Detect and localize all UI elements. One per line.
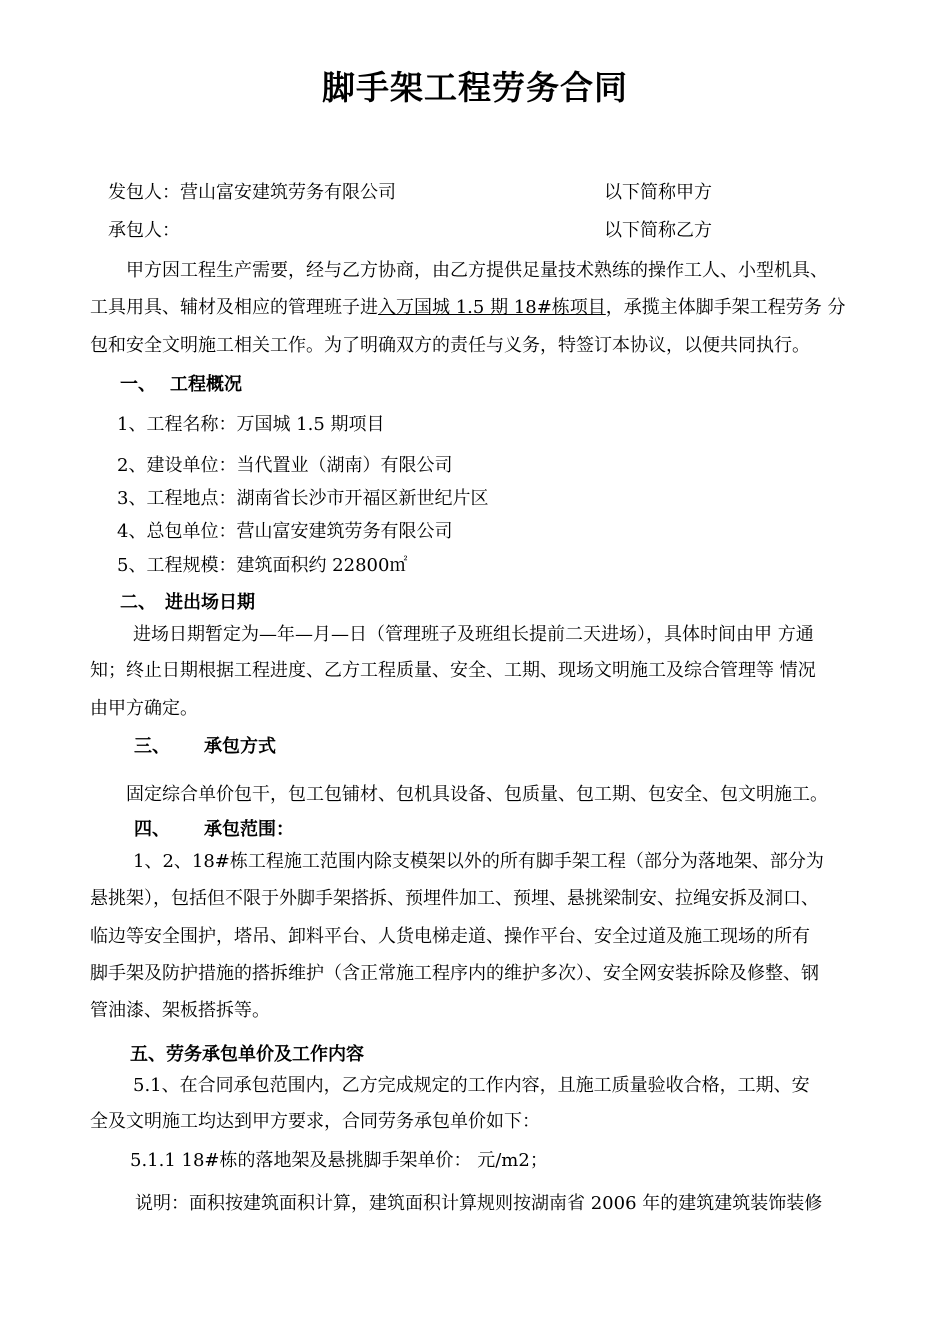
contractor-label: 承包人： bbox=[108, 220, 180, 241]
intro-line-2-a: 工具用具、辅材及相应的管理班子进 bbox=[90, 297, 378, 318]
issuer-alias: 以下简称甲方 bbox=[604, 182, 712, 203]
section-5-line-1: 5.1、在合同承包范围内，乙方完成规定的工作内容，且施工质量验收合格，工期、安 bbox=[133, 1075, 810, 1096]
owner-item: 2、建设单位：当代置业（湖南）有限公司 bbox=[117, 455, 453, 476]
section-4-line-2: 悬挑架），包括但不限于外脚手架搭拆、预埋件加工、预埋、悬挑梁制安、拉绳安拆及洞口、 bbox=[90, 888, 819, 909]
issuer-name: 营山富安建筑劳务有限公司 bbox=[180, 182, 396, 203]
section-4-number: 四、 bbox=[134, 819, 170, 840]
general-contractor-item: 4、总包单位：营山富安建筑劳务有限公司 bbox=[117, 521, 453, 542]
intro-line-3: 包和安全文明施工相关工作。为了明确双方的责任与义务，特签订本协议，以便共同执行。 bbox=[90, 335, 810, 356]
section-2-line-3: 由甲方确定。 bbox=[90, 698, 198, 719]
section-4-line-3: 临边等安全围护，塔吊、卸料平台、人货电梯走道、操作平台、安全过道及施工现场的所有 bbox=[90, 926, 810, 947]
section-1-number: 一、 bbox=[120, 374, 156, 395]
section-2-heading: 进出场日期 bbox=[165, 592, 255, 613]
section-2-line-1: 进场日期暂定为—年—月—日（管理班子及班组长提前二天进场），具体时间由甲 方通 bbox=[133, 624, 814, 645]
section-5-line-2: 全及文明施工均达到甲方要求，合同劳务承包单价如下： bbox=[90, 1111, 540, 1132]
project-name-underlined: 入万国城 1.5 期 18#栋项目 bbox=[378, 297, 606, 318]
intro-line-2 bbox=[90, 296, 846, 320]
section-1-heading: 工程概况 bbox=[170, 374, 242, 395]
section-4-line-5: 管油漆、架板搭拆等。 bbox=[90, 1000, 270, 1021]
section-3-heading: 承包方式 bbox=[204, 736, 276, 757]
section-5-heading: 五、劳务承包单价及工作内容 bbox=[130, 1044, 364, 1065]
section-4-line-4: 脚手架及防护措施的搭拆维护（含正常施工程序内的维护多次）、安全网安装拆除及修整、钢 bbox=[90, 963, 819, 984]
issuer-label: 发包人： bbox=[108, 182, 180, 203]
section-4-line-1: 1、2、18#栋工程施工范围内除支模架以外的所有脚手架工程（部分为落地架、部分为 bbox=[133, 851, 824, 872]
intro-line-1: 甲方因工程生产需要，经与乙方协商，由乙方提供足量技术熟练的操作工人、小型机具、 bbox=[126, 260, 828, 281]
document-title: 脚手架工程劳务合同 bbox=[322, 68, 628, 107]
section-4-heading: 承包范围： bbox=[204, 819, 294, 840]
unit-price-line: 5.1.1 18#栋的落地架及悬挑脚手架单价： 元/m2； bbox=[130, 1150, 548, 1171]
section-3-number: 三、 bbox=[134, 736, 170, 757]
scale-item: 5、工程规模：建筑面积约 22800㎡ bbox=[117, 555, 408, 576]
section-3-line-1: 固定综合单价包干，包工包铺材、包机具设备、包质量、包工期、包安全、包文明施工。 bbox=[126, 784, 828, 805]
contractor-alias: 以下简称乙方 bbox=[604, 220, 712, 241]
section-2-line-2: 知；终止日期根据工程进度、乙方工程质量、安全、工期、现场文明施工及综合管理等 情况 bbox=[90, 660, 816, 681]
intro-line-2-b: ，承揽主体脚手架工程劳务 分 bbox=[605, 297, 846, 318]
project-name-item: 1、工程名称：万国城 1.5 期项目 bbox=[117, 414, 385, 435]
section-5-note: 说明：面积按建筑面积计算，建筑面积计算规则按湖南省 2006 年的建筑建筑装饰装修 bbox=[135, 1193, 823, 1214]
section-2-number: 二、 bbox=[120, 592, 156, 613]
location-item: 3、工程地点：湖南省长沙市开福区新世纪片区 bbox=[117, 488, 489, 509]
